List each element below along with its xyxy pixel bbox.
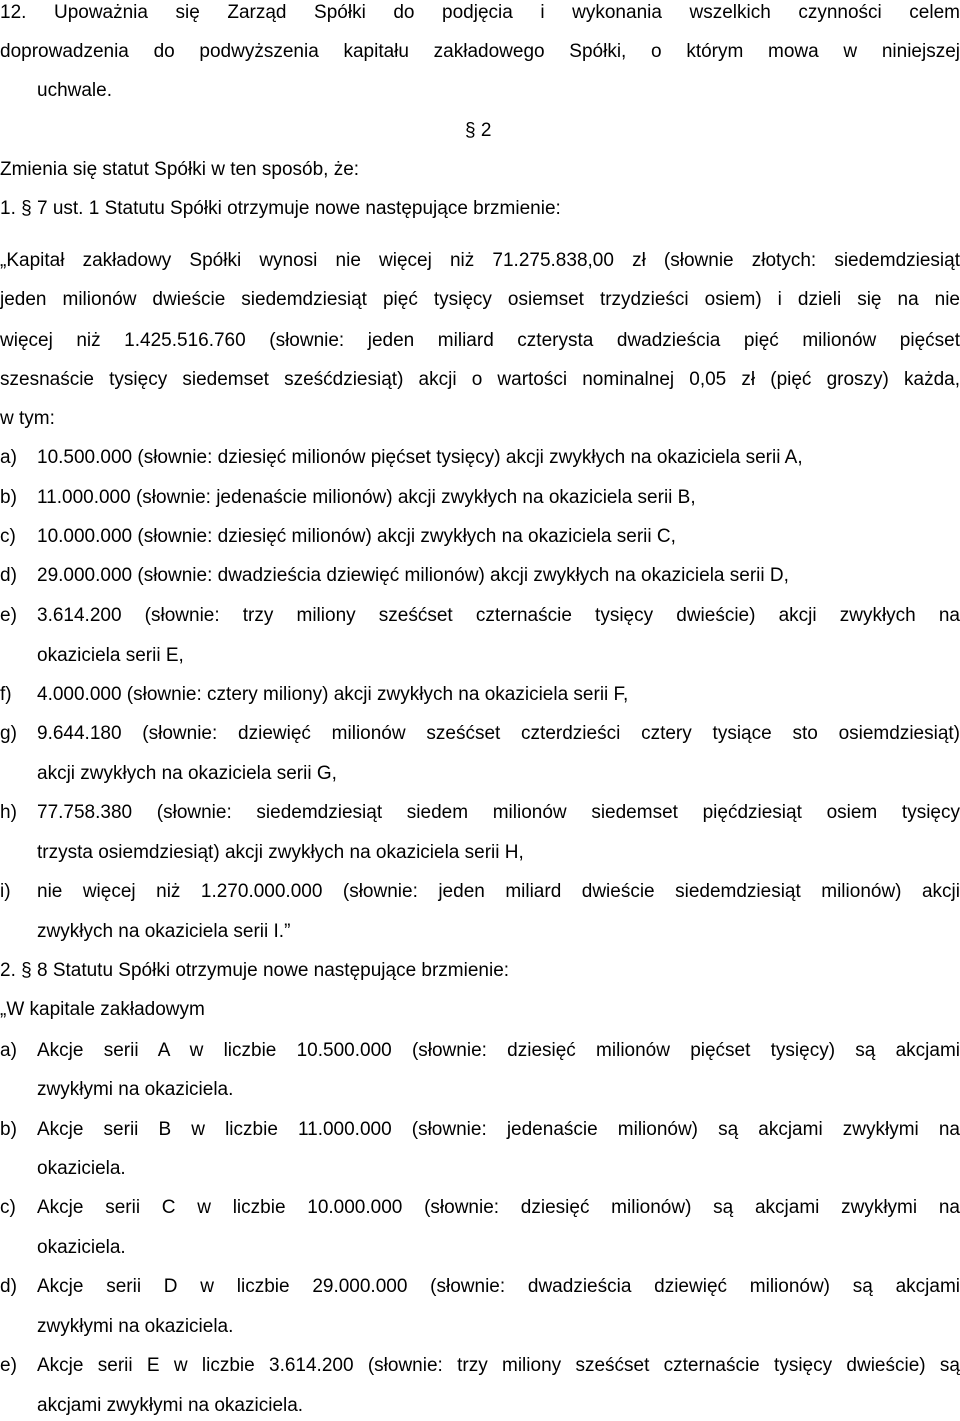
list-item-text-continued: okaziciela serii E, (37, 645, 184, 666)
list-marker: c) (0, 1197, 16, 1218)
statute-text-line-2: jeden milionów dwieście siedemdziesiąt pięć tysięcy osiemset trzydzieści osiem) i dzieli się na nie (0, 289, 960, 310)
list-item-text: 10.500.000 (słownie: dziesięć milionów pięćset tysięcy) akcji zwykłych na okaziciela serii A, (37, 447, 803, 468)
item-2-heading: 2. § 8 Statutu Spółki otrzymuje nowe następujące brzmienie: (0, 960, 510, 981)
item-2-quote-start: „W kapitale zakładowym (0, 999, 205, 1020)
list-item-text: 9.644.180 (słownie: dziewięć milionów sześćset czterdzieści cztery tysiące sto osiemdziesiąt) (37, 723, 960, 744)
list-item-text: 11.000.000 (słownie: jedenaście milionów) akcji zwykłych na okaziciela serii B, (37, 487, 696, 508)
list-item-text-continued: akcjami zwykłymi na okaziciela. (37, 1395, 304, 1416)
list-item-text-continued: akcji zwykłych na okaziciela serii G, (37, 763, 337, 784)
point-12-line-1: 12. Upoważnia się Zarząd Spółki do podjęcia i wykonania wszelkich czynności celem (0, 2, 960, 23)
list-marker: d) (0, 565, 17, 586)
list-item-text-continued: okaziciela. (37, 1158, 126, 1179)
list-item-text: Akcje serii D w liczbie 29.000.000 (słownie: dwadzieścia dziewięć milionów) są akcjami (37, 1276, 960, 1297)
list-marker: h) (0, 802, 17, 823)
list-marker: i) (0, 881, 11, 902)
list-item-text: 77.758.380 (słownie: siedemdziesiąt siedem milionów siedemset pięćdziesiąt osiem tysięcy (37, 802, 960, 823)
list-item-text: 10.000.000 (słownie: dziesięć milionów) akcji zwykłych na okaziciela serii C, (37, 526, 676, 547)
list-item-text-continued: zwykłymi na okaziciela. (37, 1079, 234, 1100)
list-marker: f) (0, 684, 12, 705)
list-item-text: 29.000.000 (słownie: dwadzieścia dziewięć milionów) akcji zwykłych na okaziciela serii D, (37, 565, 789, 586)
list-item-text: Akcje serii C w liczbie 10.000.000 (słownie: dziesięć milionów) są akcjami zwykłymi na (37, 1197, 960, 1218)
list-marker: c) (0, 526, 16, 547)
list-marker: g) (0, 723, 17, 744)
statute-text-line-4: szesnaście tysięcy siedemset sześćdziesiąt) akcji o wartości nominalnej 0,05 zł (pięć groszy) każda, (0, 369, 960, 390)
list-item-text: Akcje serii A w liczbie 10.500.000 (słownie: dziesięć milionów pięćset tysięcy) są akcjami (37, 1040, 960, 1061)
point-12-line-3: uchwale. (37, 80, 112, 101)
list-item-text: nie więcej niż 1.270.000.000 (słownie: jeden miliard dwieście siedemdziesiąt milionów) akcji (37, 881, 960, 902)
list-item-text-continued: zwykłych na okaziciela serii I.” (37, 921, 291, 942)
list-marker: d) (0, 1276, 17, 1297)
list-marker: a) (0, 447, 17, 468)
list-marker: e) (0, 605, 17, 626)
list-item-text: Akcje serii B w liczbie 11.000.000 (słownie: jedenaście milionów) są akcjami zwykłymi na (37, 1119, 960, 1140)
list-item-text: Akcje serii E w liczbie 3.614.200 (słownie: trzy miliony sześćset czternaście tysięcy dwieście) są (37, 1355, 960, 1376)
list-marker: e) (0, 1355, 17, 1376)
list-item-text-continued: okaziciela. (37, 1237, 126, 1258)
list-marker: b) (0, 1119, 17, 1140)
point-12-line-2: doprowadzenia do podwyższenia kapitału zakładowego Spółki, o którym mowa w niniejszej (0, 41, 960, 62)
list-item-text: 4.000.000 (słownie: cztery miliony) akcji zwykłych na okaziciela serii F, (37, 684, 629, 705)
list-item-text-continued: trzysta osiemdziesiąt) akcji zwykłych na okaziciela serii H, (37, 842, 524, 863)
list-marker: a) (0, 1040, 17, 1061)
list-item-text: 3.614.200 (słownie: trzy miliony sześćset czternaście tysięcy dwieście) akcji zwykłych na (37, 605, 960, 626)
statute-text-line-3: więcej niż 1.425.516.760 (słownie: jeden miliard czterysta dwadzieścia pięć milionów pięćset (0, 330, 960, 351)
statute-text-line-1: „Kapitał zakładowy Spółki wynosi nie więcej niż 71.275.838,00 zł (słownie złotych: siedemdziesiąt (0, 250, 960, 271)
section-heading: § 2 (465, 120, 492, 141)
statute-text-line-5: w tym: (0, 408, 55, 429)
list-marker: b) (0, 487, 17, 508)
item-1-heading: 1. § 7 ust. 1 Statutu Spółki otrzymuje nowe następujące brzmienie: (0, 198, 561, 219)
list-item-text-continued: zwykłymi na okaziciela. (37, 1316, 234, 1337)
intro-sentence: Zmienia się statut Spółki w ten sposób, że: (0, 159, 360, 180)
